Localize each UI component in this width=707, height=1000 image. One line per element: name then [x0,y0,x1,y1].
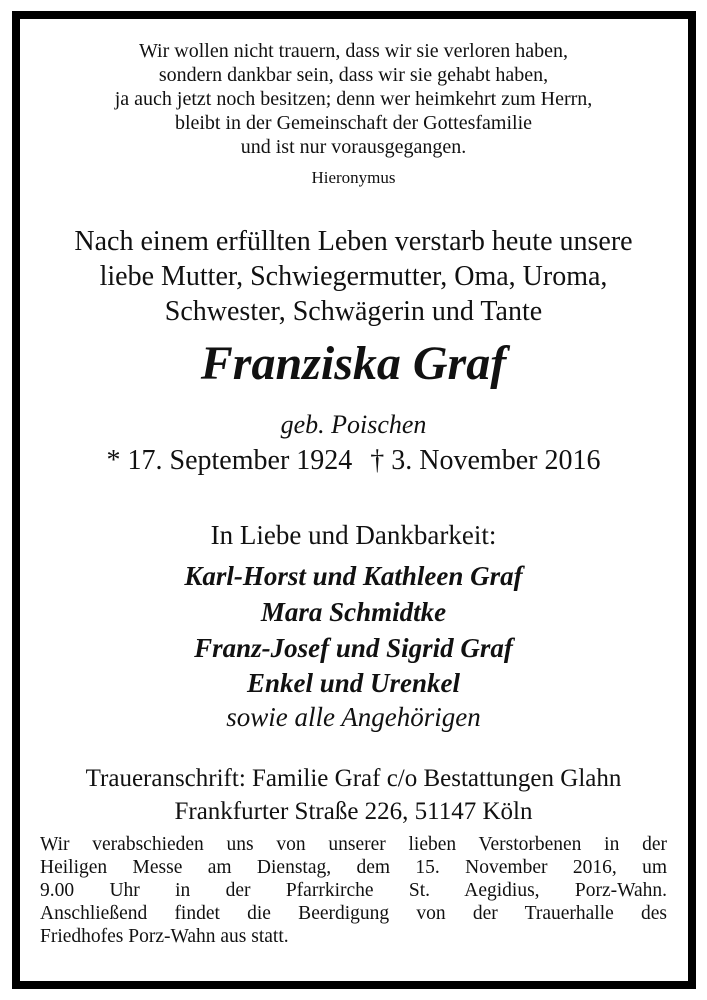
service-line: Anschließend findet die Beerdigung von der Trauerhalle des [40,903,667,924]
mourner-name: Karl-Horst und Kathleen Graf [184,561,523,591]
life-dates [20,445,687,477]
mourner-name: Enkel und Urenkel [246,668,461,698]
birth-name: geb. Poischen [280,410,427,439]
poem-line: bleibt in der Gemeinschaft der Gottesfamilie [174,112,533,134]
poem-line: Wir wollen nicht trauern, dass wir sie verloren haben, [138,40,569,62]
intro-line: Nach einem erfüllten Leben verstarb heute unsere [74,226,633,257]
mourner-name: Franz-Josef und Sigrid Graf [194,633,513,663]
death-date: † 3. November 2016 [370,445,601,476]
poem-author: Hieronymus [311,168,396,187]
intro-line: Schwester, Schwägerin und Tante [164,296,543,327]
intro-line: liebe Mutter, Schwiegermutter, Oma, Uroma, [99,261,608,292]
service-line: Friedhofes Porz-Wahn aus statt. [40,926,289,947]
poem-line: sondern dankbar sein, dass wir sie gehabt haben, [158,64,549,86]
mourners-heading: In Liebe und Dankbarkeit: [210,520,497,550]
poem-line: und ist nur vorausgegangen. [240,136,467,158]
relatives-line: sowie alle Angehörigen [226,702,481,732]
mourner-name: Mara Schmidtke [260,597,447,627]
service-line: Heiligen Messe am Dienstag, dem 15. November 2016, um [40,857,667,878]
address-line: Frankfurter Straße 226, 51147 Köln [174,798,533,825]
service-line: Wir verabschieden uns von unserer lieben Verstorbenen in der [40,834,667,855]
address-line: Traueranschrift: Familie Graf c/o Bestattungen Glahn [85,765,622,792]
deceased-name: Franziska Graf [200,337,507,390]
poem-line: ja auch jetzt noch besitzen; denn wer heimkehrt zum Herrn, [114,88,593,110]
service-notice [40,833,667,948]
service-line: 9.00 Uhr in der Pfarrkirche St. Aegidius, Porz-Wahn. [40,880,667,901]
birth-date: * 17. September 1924 [106,445,353,476]
